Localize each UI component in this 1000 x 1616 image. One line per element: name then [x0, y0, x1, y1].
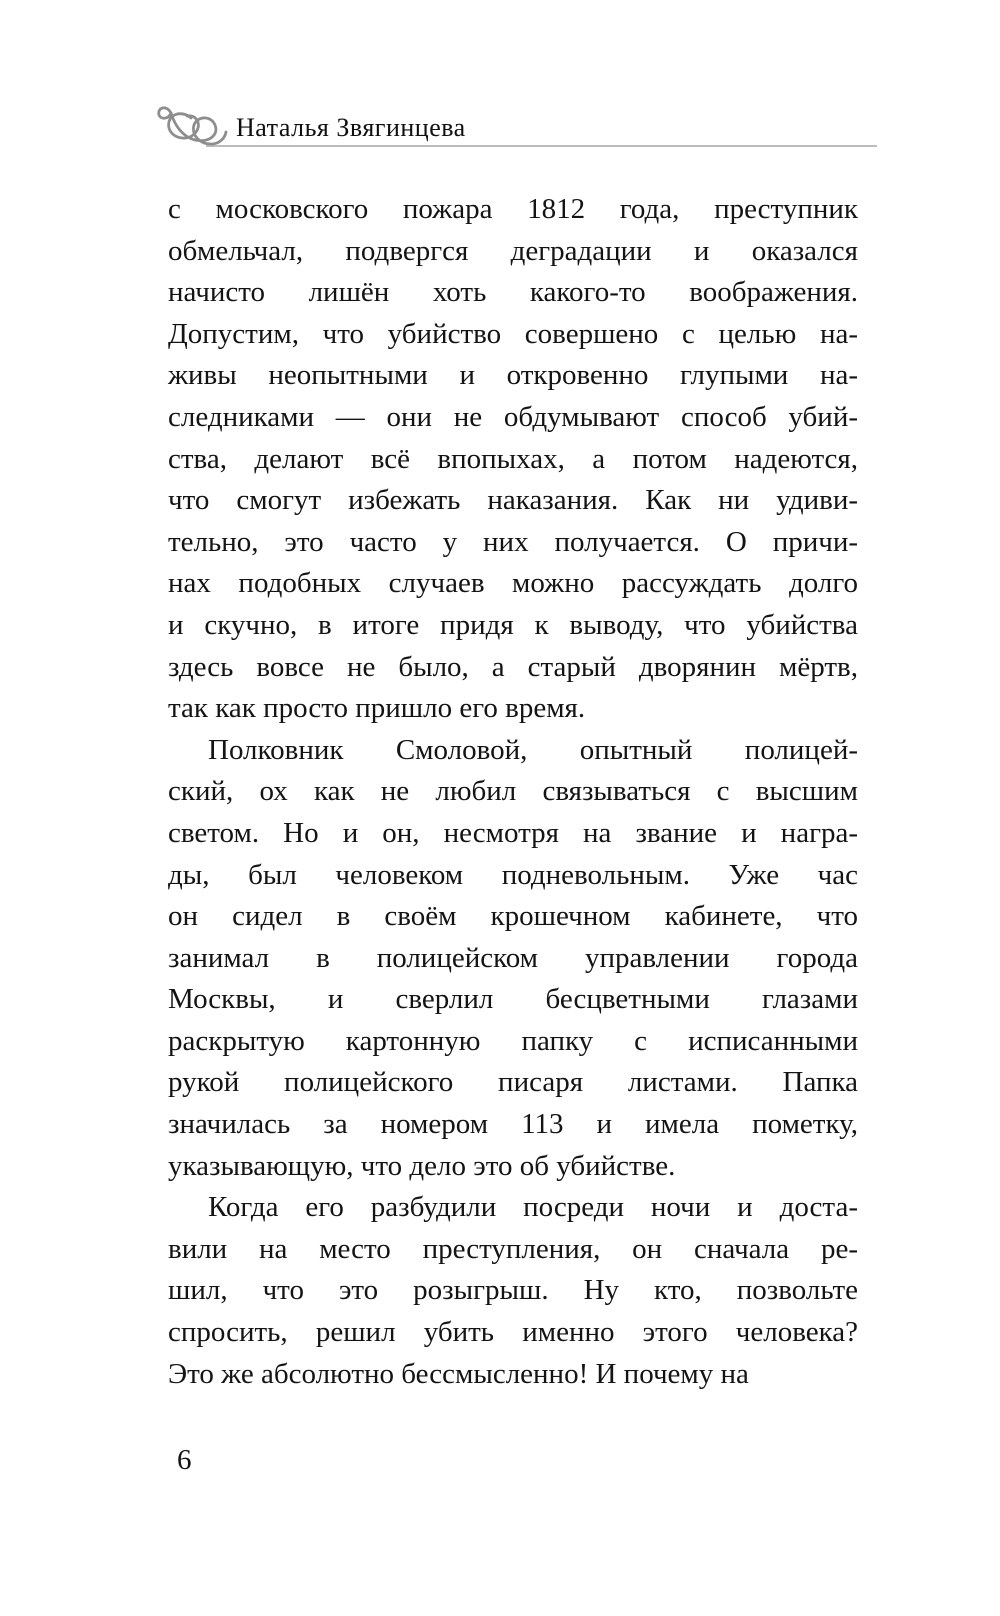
text-line: нах подобных случаев можно рассуждать долго [168, 567, 858, 600]
text-line: ства, делают всё впопыхах, а потом надеются, [168, 442, 858, 475]
text-line: здесь вовсе не было, а старый дворянин мёртв, [168, 650, 858, 683]
text-line: следниками — они не обдумывают способ убий- [168, 400, 858, 433]
text-line: он сидел в своём крошечном кабинете, что [168, 900, 858, 933]
paragraph [168, 730, 858, 1188]
text-line: и скучно, в итоге придя к выводу, что убийства [168, 608, 858, 641]
text-line: вили на место преступления, он сначала ре- [168, 1232, 858, 1265]
text-line: занимал в полицейском управлении города [168, 941, 858, 974]
author-name: Наталья Звягинцева [236, 113, 466, 142]
flourish-ornament-icon [156, 103, 232, 155]
text-line: Это же абсолютно бессмысленно! И почему на [168, 1357, 749, 1390]
text-line: Москвы, и сверлил бесцветными глазами [168, 983, 858, 1016]
text-line: с московского пожара 1812 года, преступник [168, 193, 858, 225]
text-line: Полковник Смоловой, опытный полицей- [208, 733, 858, 766]
text-line: раскрытую картонную папку с исписанными [168, 1024, 858, 1057]
text-line: Допустим, что убийство совершено с целью на- [168, 317, 858, 350]
paragraph [168, 1187, 858, 1395]
text-line: светом. Но и он, несмотря на звание и награ- [168, 816, 858, 849]
page-number: 6 [177, 1444, 192, 1476]
header-rule [206, 145, 877, 147]
paragraph [168, 189, 858, 730]
text-line: тельно, это часто у них получается. О причи- [168, 525, 858, 558]
text-line: спросить, решил убить именно этого человека? [168, 1316, 858, 1349]
text-line: обмельчал, подвергся деградации и оказался [168, 234, 858, 267]
text-block [168, 189, 858, 1395]
text-line: начисто лишён хоть какого-то воображения. [168, 276, 858, 309]
text-line: что смогут избежать наказания. Как ни удиви- [168, 484, 858, 517]
text-line: Когда его разбудили посреди ночи и доста- [208, 1191, 858, 1224]
text-line: ды, был человеком подневольным. Уже час [168, 858, 858, 891]
text-line: живы неопытными и откровенно глупыми на- [168, 359, 858, 392]
text-line: ский, ох как не любил связываться с высшим [168, 775, 858, 808]
text-line: указывающую, что дело это об убийстве. [168, 1149, 676, 1182]
text-line: рукой полицейского писаря листами. Папка [168, 1066, 858, 1099]
running-header [0, 0, 1000, 160]
text-line: шил, что это розыгрыш. Ну кто, позвольте [168, 1274, 858, 1307]
text-line: значилась за номером 113 и имела пометку, [168, 1108, 858, 1141]
text-line: так как просто пришло его время. [168, 692, 586, 725]
